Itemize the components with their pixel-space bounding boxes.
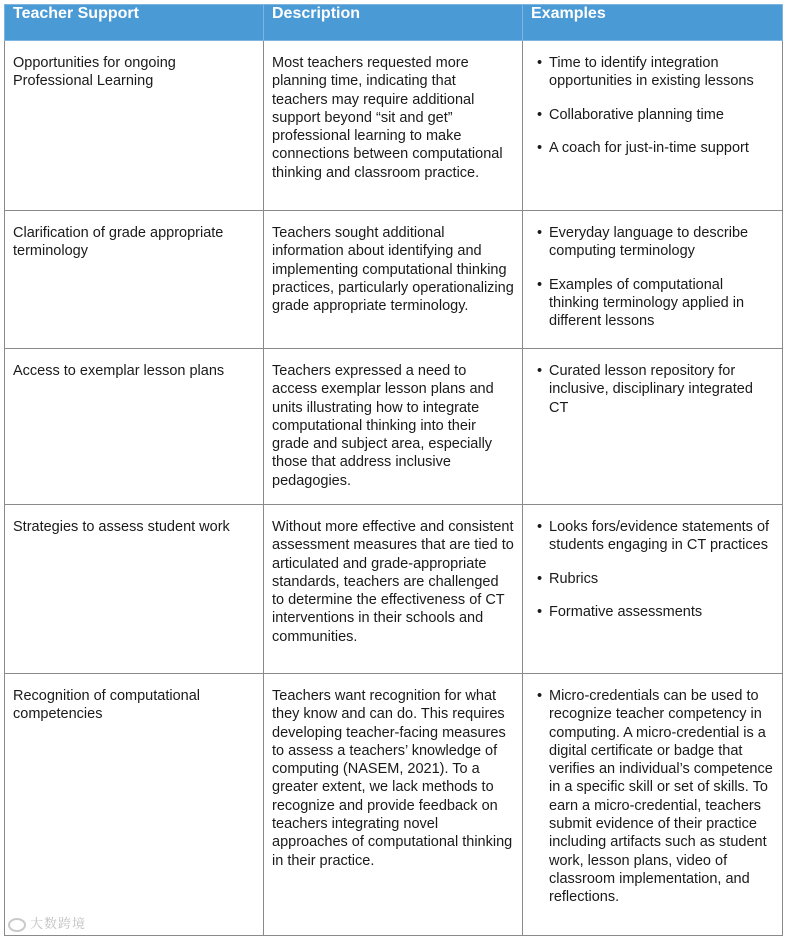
teacher-support-table xyxy=(4,4,783,936)
description-cell: Teachers want recognition for what they know and can do. This requires developing teacher-facing measures to assess a teachers’ knowledge of computing (NASEM, 2021). To a greater extent, we lack methods to recognize and provide feedback on teachers integrating novel approaches of computational thinking in their practice. xyxy=(264,674,523,936)
examples-list xyxy=(531,224,774,330)
header-description: Description xyxy=(264,5,523,41)
list-item: • Rubrics xyxy=(531,570,774,588)
list-item: • Micro-credentials can be used to recognize teacher competency in computing. A micro-credential is a digital certificate or badge that verifies an individual’s competence in a specific skill or set of skills. To earn a micro-credential, teachers submit evidence of their practice including artifacts such as student work, lesson plans, video of classroom implementation, and reflections. xyxy=(531,687,774,907)
list-item: • Time to identify integration opportunities in existing lessons xyxy=(531,54,774,91)
support-cell: Strategies to assess student work xyxy=(5,505,264,674)
description-cell: Teachers sought additional information about identifying and implementing computational thinking practices, particularly operationalizing grade appropriate terminology. xyxy=(264,211,523,349)
examples-cell xyxy=(523,211,783,349)
examples-cell xyxy=(523,349,783,505)
table-row xyxy=(5,674,783,936)
table-row xyxy=(5,211,783,349)
header-row xyxy=(5,5,783,41)
list-item: • Formative assessments xyxy=(531,603,774,621)
examples-cell xyxy=(523,505,783,674)
watermark xyxy=(8,913,86,932)
support-cell: Opportunities for ongoing Professional Learning xyxy=(5,41,264,211)
list-item: • Everyday language to describe computing terminology xyxy=(531,224,774,261)
header-teacher-support: Teacher Support xyxy=(5,5,264,41)
description-cell: Teachers expressed a need to access exemplar lesson plans and units illustrating how to integrate computational thinking into their grade and subject area, especially those that address inclusive pedagogies. xyxy=(264,349,523,505)
examples-list xyxy=(531,518,774,621)
list-item: • Looks fors/evidence statements of students engaging in CT practices xyxy=(531,518,774,555)
list-item: • Curated lesson repository for inclusive, disciplinary integrated CT xyxy=(531,362,774,417)
examples-list xyxy=(531,687,774,907)
table-row xyxy=(5,41,783,211)
examples-list xyxy=(531,54,774,157)
support-cell: Clarification of grade appropriate terminology xyxy=(5,211,264,349)
description-cell: Without more effective and consistent assessment measures that are tied to articulated and grade-appropriate standards, teachers are challenged to determine the effectiveness of CT interventions in their schools and communities. xyxy=(264,505,523,674)
list-item: • A coach for just-in-time support xyxy=(531,139,774,157)
table-row xyxy=(5,505,783,674)
table-row xyxy=(5,349,783,505)
support-cell: Access to exemplar lesson plans xyxy=(5,349,264,505)
list-item: • Collaborative planning time xyxy=(531,106,774,124)
header-examples: Examples xyxy=(523,5,783,41)
examples-list xyxy=(531,362,774,417)
description-cell: Most teachers requested more planning time, indicating that teachers may require additional support beyond “sit and get” professional learning to make connections between computational thinking and classroom practice. xyxy=(264,41,523,211)
examples-cell xyxy=(523,674,783,936)
examples-cell xyxy=(523,41,783,211)
support-cell: Recognition of computational competencies xyxy=(5,674,264,936)
watermark-logo-icon xyxy=(8,918,26,932)
watermark-text: 大数跨境 xyxy=(30,916,87,931)
list-item: • Examples of computational thinking terminology applied in different lessons xyxy=(531,276,774,331)
